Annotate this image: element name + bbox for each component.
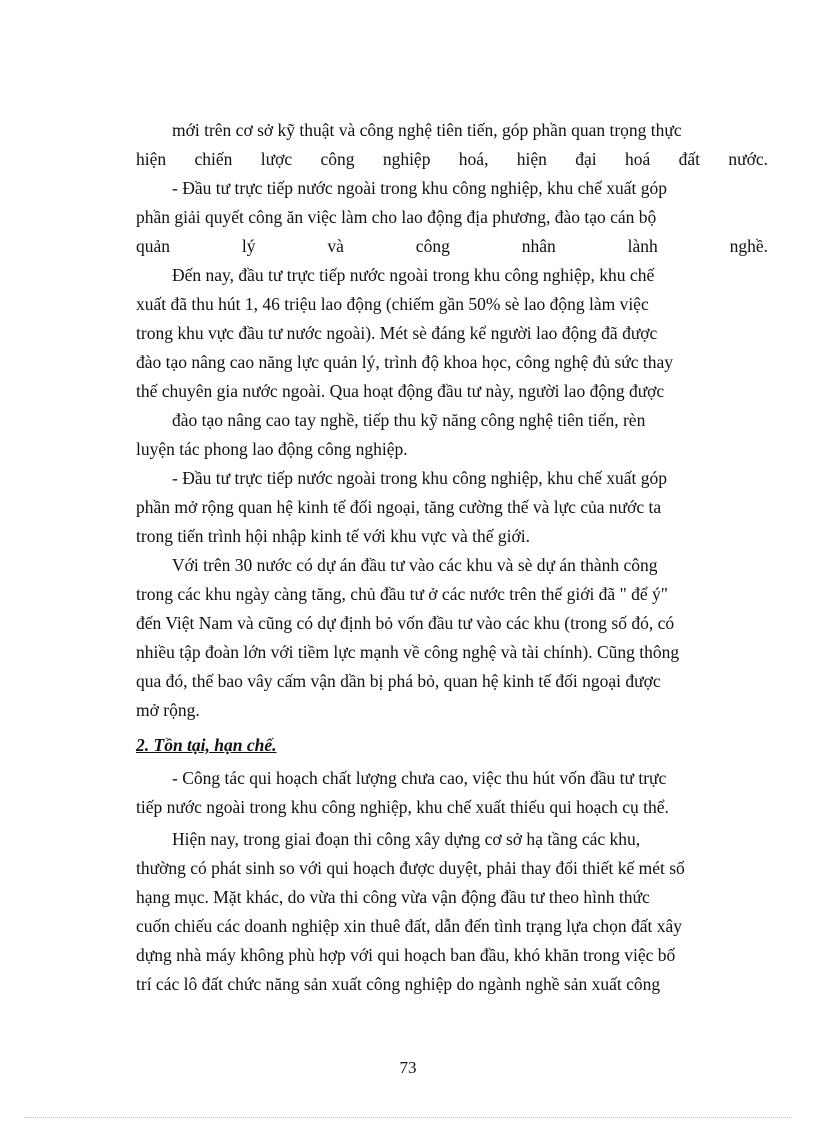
- text-line: hạng mục. Mặt khác, do vừa thi công vừa vận động đầu tư theo hình thức: [136, 887, 650, 907]
- text-line: trong các khu ngày càng tăng, chủ đầu tư ở các nước trên thế giới đã " để ý": [136, 584, 668, 604]
- text-line: thường có phát sinh so với qui hoạch được duyệt, phải thay đổi thiết kế mét số: [136, 858, 685, 878]
- text-line: dựng nhà máy không phù hợp với qui hoạch ban đầu, khó khăn trong việc bố: [136, 945, 676, 965]
- text-line: trong tiến trình hội nhập kinh tế với khu vực và thế giới.: [136, 526, 530, 546]
- text-line: cuốn chiếu các doanh nghiệp xin thuê đất, dẫn đến tình trạng lựa chọn đất xây: [136, 916, 682, 936]
- text-line: quản lý và công nhân lành nghề.: [136, 236, 768, 256]
- text-line: qua đó, thế bao vây cấm vận dần bị phá bỏ, quan hệ kinh tế đối ngoại được: [136, 671, 661, 691]
- text-line: Đến nay, đầu tư trực tiếp nước ngoài trong khu công nghiệp, khu chế: [172, 265, 655, 285]
- text-line: thế chuyên gia nước ngoài. Qua hoạt động đầu tư này, người lao động được: [136, 381, 665, 401]
- text-line: xuất đã thu hút 1, 46 triệu lao động (chiếm gần 50% sè lao động làm việc: [136, 294, 649, 314]
- text-line: mới trên cơ sở kỹ thuật và công nghệ tiên tiến, góp phần quan trọng thực: [172, 120, 682, 140]
- text-line: trí các lô đất chức năng sản xuất công nghiệp do ngành nghề sản xuất công: [136, 974, 661, 994]
- text-line: phần mở rộng quan hệ kinh tế đối ngoại, tăng cường thế và lực của nước ta: [136, 497, 662, 517]
- page-body: [136, 116, 768, 999]
- page-number: 73: [399, 1058, 417, 1077]
- text-line: đào tạo nâng cao năng lực quản lý, trình độ khoa học, công nghệ đủ sức thay: [136, 352, 674, 372]
- text-line: - Đầu tư trực tiếp nước ngoài trong khu công nghiệp, khu chế xuất góp: [172, 468, 668, 488]
- text-line: tiếp nước ngoài trong khu công nghiệp, khu chế xuất thiếu qui hoạch cụ thể.: [136, 797, 669, 817]
- text-line: - Công tác qui hoạch chất lượng chưa cao, việc thu hút vốn đầu tư trực: [172, 768, 667, 788]
- text-line: trong khu vực đầu tư nước ngoài). Mét sè đáng kể người lao động đã được: [136, 323, 658, 343]
- page-bottom-rule: [24, 1117, 792, 1118]
- text-line: - Đầu tư trực tiếp nước ngoài trong khu công nghiệp, khu chế xuất góp: [172, 178, 668, 198]
- section-heading: 2. Tồn tại, hạn chế.: [136, 735, 277, 755]
- text-line: hiện chiến lược công nghiệp hoá, hiện đại hoá đất nước.: [136, 149, 768, 169]
- text-line: Hiện nay, trong giai đoạn thi công xây dựng cơ sở hạ tầng các khu,: [172, 829, 641, 849]
- text-line: luyện tác phong lao động công nghiệp.: [136, 439, 408, 459]
- text-line: Với trên 30 nước có dự án đầu tư vào các khu và sè dự án thành công: [172, 555, 658, 575]
- text-line: mở rộng.: [136, 700, 200, 720]
- text-line: đào tạo nâng cao tay nghề, tiếp thu kỹ năng công nghệ tiên tiến, rèn: [172, 410, 646, 430]
- text-line: phần giải quyết công ăn việc làm cho lao động địa phương, đào tạo cán bộ: [136, 207, 657, 227]
- text-line: đến Việt Nam và cũng có dự định bỏ vốn đầu tư vào các khu (trong số đó, có: [136, 613, 675, 633]
- text-line: nhiều tập đoàn lớn với tiềm lực mạnh về công nghệ và tài chính). Cũng thông: [136, 642, 680, 662]
